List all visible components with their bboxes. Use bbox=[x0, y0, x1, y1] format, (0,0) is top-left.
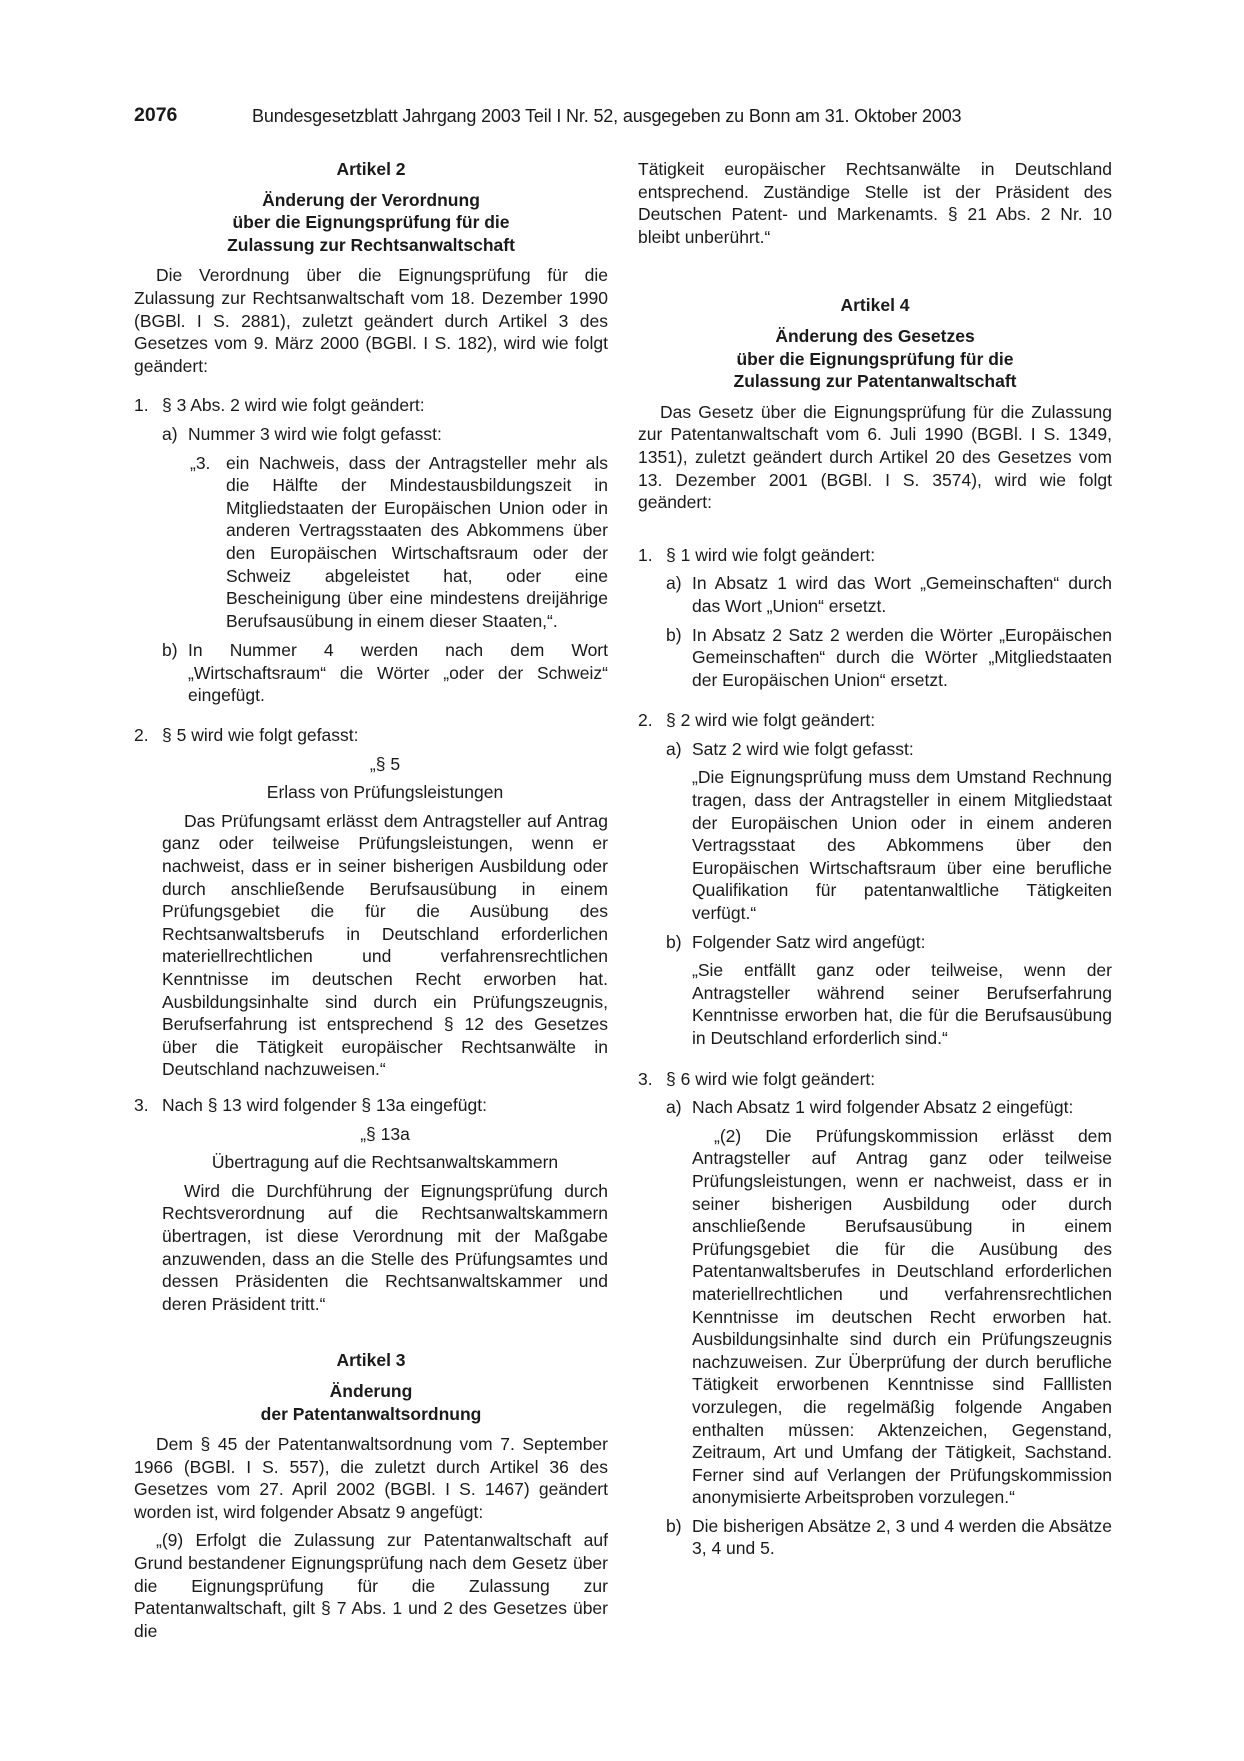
section-body: Das Prüfungsamt erlässt dem Antragsteller auf Antrag ganz oder teilweise Prüfungsleistungen, wenn er nachweist, dass er in seiner bisherigen Ausbildung oder durch anschließende Berufsausübung in einem Prüfungsgebiet die für die Ausübung des Rechtsanwaltsberufs in Deutschland erforderlichen materiellrechtlichen und verfahrensrechtlichen Kenntnisse im deutschen Recht erworben hat. Ausbildungsinhalte sind durch ein Prüfungszeugnis, Berufserfahrung ist entsprechend § 12 des Gesetzes über die Tätigkeit europäischer Rechtsanwälte in Deutschland nachzuweisen.“ bbox=[162, 810, 608, 1080]
page-header bbox=[134, 104, 1114, 130]
section-number: „§ 13a bbox=[360, 1123, 410, 1144]
sub-item-text: In Nummer 4 werden nach dem Wort „Wirtschaftsraum“ die Wörter „oder der Schweiz“ eingefügt. bbox=[188, 640, 608, 706]
list-item bbox=[638, 1068, 1112, 1091]
item-number: 2. bbox=[638, 710, 653, 731]
article-3-heading: Artikel 3 bbox=[336, 1350, 406, 1371]
list-item bbox=[638, 544, 1112, 567]
sub-item bbox=[638, 572, 1112, 617]
item-text: § 2 wird wie folgt geändert: bbox=[666, 710, 876, 731]
sub-item-text: Nummer 3 wird wie folgt gefasst: bbox=[188, 423, 442, 444]
item-text: Nach § 13 wird folgender § 13a eingefügt: bbox=[162, 1094, 487, 1115]
section-body: Wird die Durchführung der Eignungsprüfung durch Rechtsverordnung auf die Rechtsanwaltskammern übertragen, ist diese Verordnung mit der Maßgabe anzuwenden, dass an die Stelle des Prüfungsamtes und dessen Präsidenten die Rechtsanwaltskammer und deren Präsident tritt.“ bbox=[162, 1180, 608, 1314]
sub-item-text: Satz 2 wird wie folgt gefasst: bbox=[692, 738, 914, 759]
list-item bbox=[134, 1094, 608, 1117]
list-item bbox=[134, 394, 608, 417]
article-title-line: über die Eignungsprüfung für die bbox=[736, 348, 1014, 369]
item-text: § 3 Abs. 2 wird wie folgt geändert: bbox=[162, 395, 425, 416]
article-2-intro: Die Verordnung über die Eignungsprüfung für die Zulassung zur Rechtsanwaltschaft vom 18. Dezember 1990 (BGBl. I S. 2881), zuletzt geändert durch Artikel 3 des Gesetzes vom 9. März 2000 (BGBl. I S. 182), wird wie folgt geändert: bbox=[134, 265, 608, 376]
sub-item-mark: a) bbox=[666, 573, 682, 594]
sub-item-mark: a) bbox=[162, 423, 178, 444]
article-title-line: Zulassung zur Rechtsanwaltschaft bbox=[227, 234, 515, 255]
quoted-number bbox=[134, 452, 608, 633]
sub-item-mark: a) bbox=[666, 1097, 682, 1118]
article-title-line: Änderung des Gesetzes bbox=[775, 325, 975, 346]
article-4-heading: Artikel 4 bbox=[840, 295, 910, 316]
sub-item-mark: b) bbox=[666, 1515, 682, 1536]
running-head: Bundesgesetzblatt Jahrgang 2003 Teil I Nr. 52, ausgegeben zu Bonn am 31. Oktober 2003 bbox=[252, 106, 962, 126]
sub-item-mark: b) bbox=[666, 624, 682, 645]
sub-item-text: Folgender Satz wird angefügt: bbox=[692, 931, 926, 952]
sub-item bbox=[638, 738, 1112, 761]
article-4-title bbox=[638, 325, 1112, 393]
item-number: 1. bbox=[638, 544, 653, 565]
item-number: 3. bbox=[134, 1094, 149, 1115]
sub-item bbox=[638, 624, 1112, 692]
article-title-line: Zulassung zur Patentanwaltschaft bbox=[733, 371, 1017, 392]
sub-item bbox=[638, 1515, 1112, 1560]
quote-text: „(2) Die Prüfungskommission erlässt dem Antragsteller auf Antrag ganz oder teilweise Prüfungsleistungen, wenn er nachweist, dass er in seiner bisherigen Ausbildung oder durch anschließende Berufsausübung in einem Prüfungsgebiet die für die Ausübung des Patentanwaltsberufes in Deutschland erforderlichen materiellrechtlichen und verfahrensrechtlichen Kenntnisse im deutschen Recht erworben hat. Ausbildungsinhalte sind durch ein Prüfungszeugnis nachzuweisen. Zur Überprüfung der durch berufliche Tätigkeit erworbenen Kenntnisse sind Falllisten vorzulegen, die regelmäßig folgende Angaben enthalten müssen: Aktenzeichen, Gegenstand, Zeitraum, Art und Umfang der Tätigkeit, Sachstand. Ferner sind auf Verlangen der Prüfungskommission anonymisierte Arbeitsproben vorzulegen.“ bbox=[692, 1125, 1112, 1508]
section-number: „§ 5 bbox=[369, 753, 401, 774]
article-title-line: über die Eignungsprüfung für die bbox=[232, 212, 510, 233]
page-number: 2076 bbox=[134, 104, 178, 126]
item-text: § 5 wird wie folgt gefasst: bbox=[162, 725, 359, 746]
item-number: 1. bbox=[134, 395, 149, 416]
quote-text: „Die Eignungsprüfung muss dem Umstand Rechnung tragen, dass der Antragsteller in einem Mitgliedstaat der Europäischen Union oder in einem anderen Vertragsstaat des Abkommens über den Europäischen Wirtschaftsraum über eine berufliche Qualifikation für patentanwaltliche Tätigkeiten verfügt.“ bbox=[692, 767, 1112, 924]
sub-item-mark: a) bbox=[666, 738, 682, 759]
item-number: 3. bbox=[638, 1068, 653, 1089]
sub-item bbox=[134, 639, 608, 707]
item-number: 2. bbox=[134, 725, 149, 746]
article-3-quote: „(9) Erfolgt die Zulassung zur Patentanwaltschaft auf Grund bestandener Eignungsprüfung nach dem Gesetz über die Eignungsprüfung für die Zulassung zur Patentanwaltschaft, gilt § 7 Abs. 1 und 2 des Gesetzes über die bbox=[134, 1530, 608, 1641]
sub-item bbox=[134, 423, 608, 446]
list-item bbox=[638, 709, 1112, 732]
article-3-intro: Dem § 45 der Patentanwaltsordnung vom 7. September 1966 (BGBl. I S. 557), die zuletzt durch Artikel 36 des Gesetzes vom 27. April 2002 (BGBl. I S. 1467) geändert worden ist, wird folgender Absatz 9 angefügt: bbox=[134, 1434, 608, 1522]
quote-text: „Sie entfällt ganz oder teilweise, wenn der Antragsteller während seiner Berufserfahrung Kenntnisse erworben hat, die für die Berufsausübung in Deutschland erforderlich sind.“ bbox=[692, 960, 1112, 1048]
sub-item-text: In Absatz 2 Satz 2 werden die Wörter „Europäischen Gemeinschaften“ durch die Wörter „Mitgliedstaaten der Europäischen Union“ ersetzt. bbox=[692, 624, 1112, 690]
section-title: Übertragung auf die Rechtsanwaltskammern bbox=[211, 1152, 559, 1173]
item-text: § 6 wird wie folgt geändert: bbox=[666, 1068, 876, 1089]
article-3-title bbox=[134, 1380, 608, 1425]
article-2-title bbox=[134, 189, 608, 257]
item-text: § 1 wird wie folgt geändert: bbox=[666, 544, 876, 565]
article-title-line: Änderung der Verordnung bbox=[262, 189, 480, 210]
article-3-quote-continued: Tätigkeit europäischer Rechtsanwälte in Deutschland entsprechend. Zuständige Stelle ist der Präsident des Deutschen Patent- und Markenamts. § 21 Abs. 2 Nr. 10 bleibt unberührt.“ bbox=[638, 159, 1112, 247]
article-2-heading: Artikel 2 bbox=[336, 159, 406, 179]
sub-item-text: Nach Absatz 1 wird folgender Absatz 2 eingefügt: bbox=[692, 1097, 1074, 1118]
sub-item bbox=[638, 1096, 1112, 1119]
left-column bbox=[134, 158, 608, 1642]
section-title: Erlass von Prüfungsleistungen bbox=[266, 782, 504, 803]
list-item bbox=[134, 724, 608, 747]
article-title-line: der Patentanwaltsordnung bbox=[260, 1403, 482, 1424]
quote-text: ein Nachweis, dass der Antragsteller mehr als die Hälfte der Mindestausbildungszeit in Mitgliedstaaten der Europäischen Union oder in anderen Vertragsstaaten des Abkommens über den Europäischen Wirtschaftsraum oder der Schweiz abgeleistet hat, oder eine Bescheinigung über eine mindestens dreijährige Berufsausübung in einem dieser Staaten,“. bbox=[226, 452, 608, 631]
right-column bbox=[638, 158, 1112, 1560]
article-4-intro: Das Gesetz über die Eignungsprüfung für die Zulassung zur Patentanwaltschaft vom 6. Juli 1990 (BGBl. I S. 1349, 1351), zuletzt geändert durch Artikel 20 des Gesetzes vom 13. Dezember 2001 (BGBl. I S. 3574), wird wie folgt geändert: bbox=[638, 401, 1112, 513]
sub-item-mark: b) bbox=[162, 640, 178, 661]
quote-mark: „3. bbox=[190, 452, 211, 473]
sub-item-text: Die bisherigen Absätze 2, 3 und 4 werden die Absätze 3, 4 und 5. bbox=[692, 1515, 1112, 1559]
sub-item-text: In Absatz 1 wird das Wort „Gemeinschaften“ durch das Wort „Union“ ersetzt. bbox=[692, 573, 1112, 616]
article-title-line: Änderung bbox=[329, 1380, 413, 1401]
sub-item-mark: b) bbox=[666, 931, 682, 952]
sub-item bbox=[638, 931, 1112, 954]
